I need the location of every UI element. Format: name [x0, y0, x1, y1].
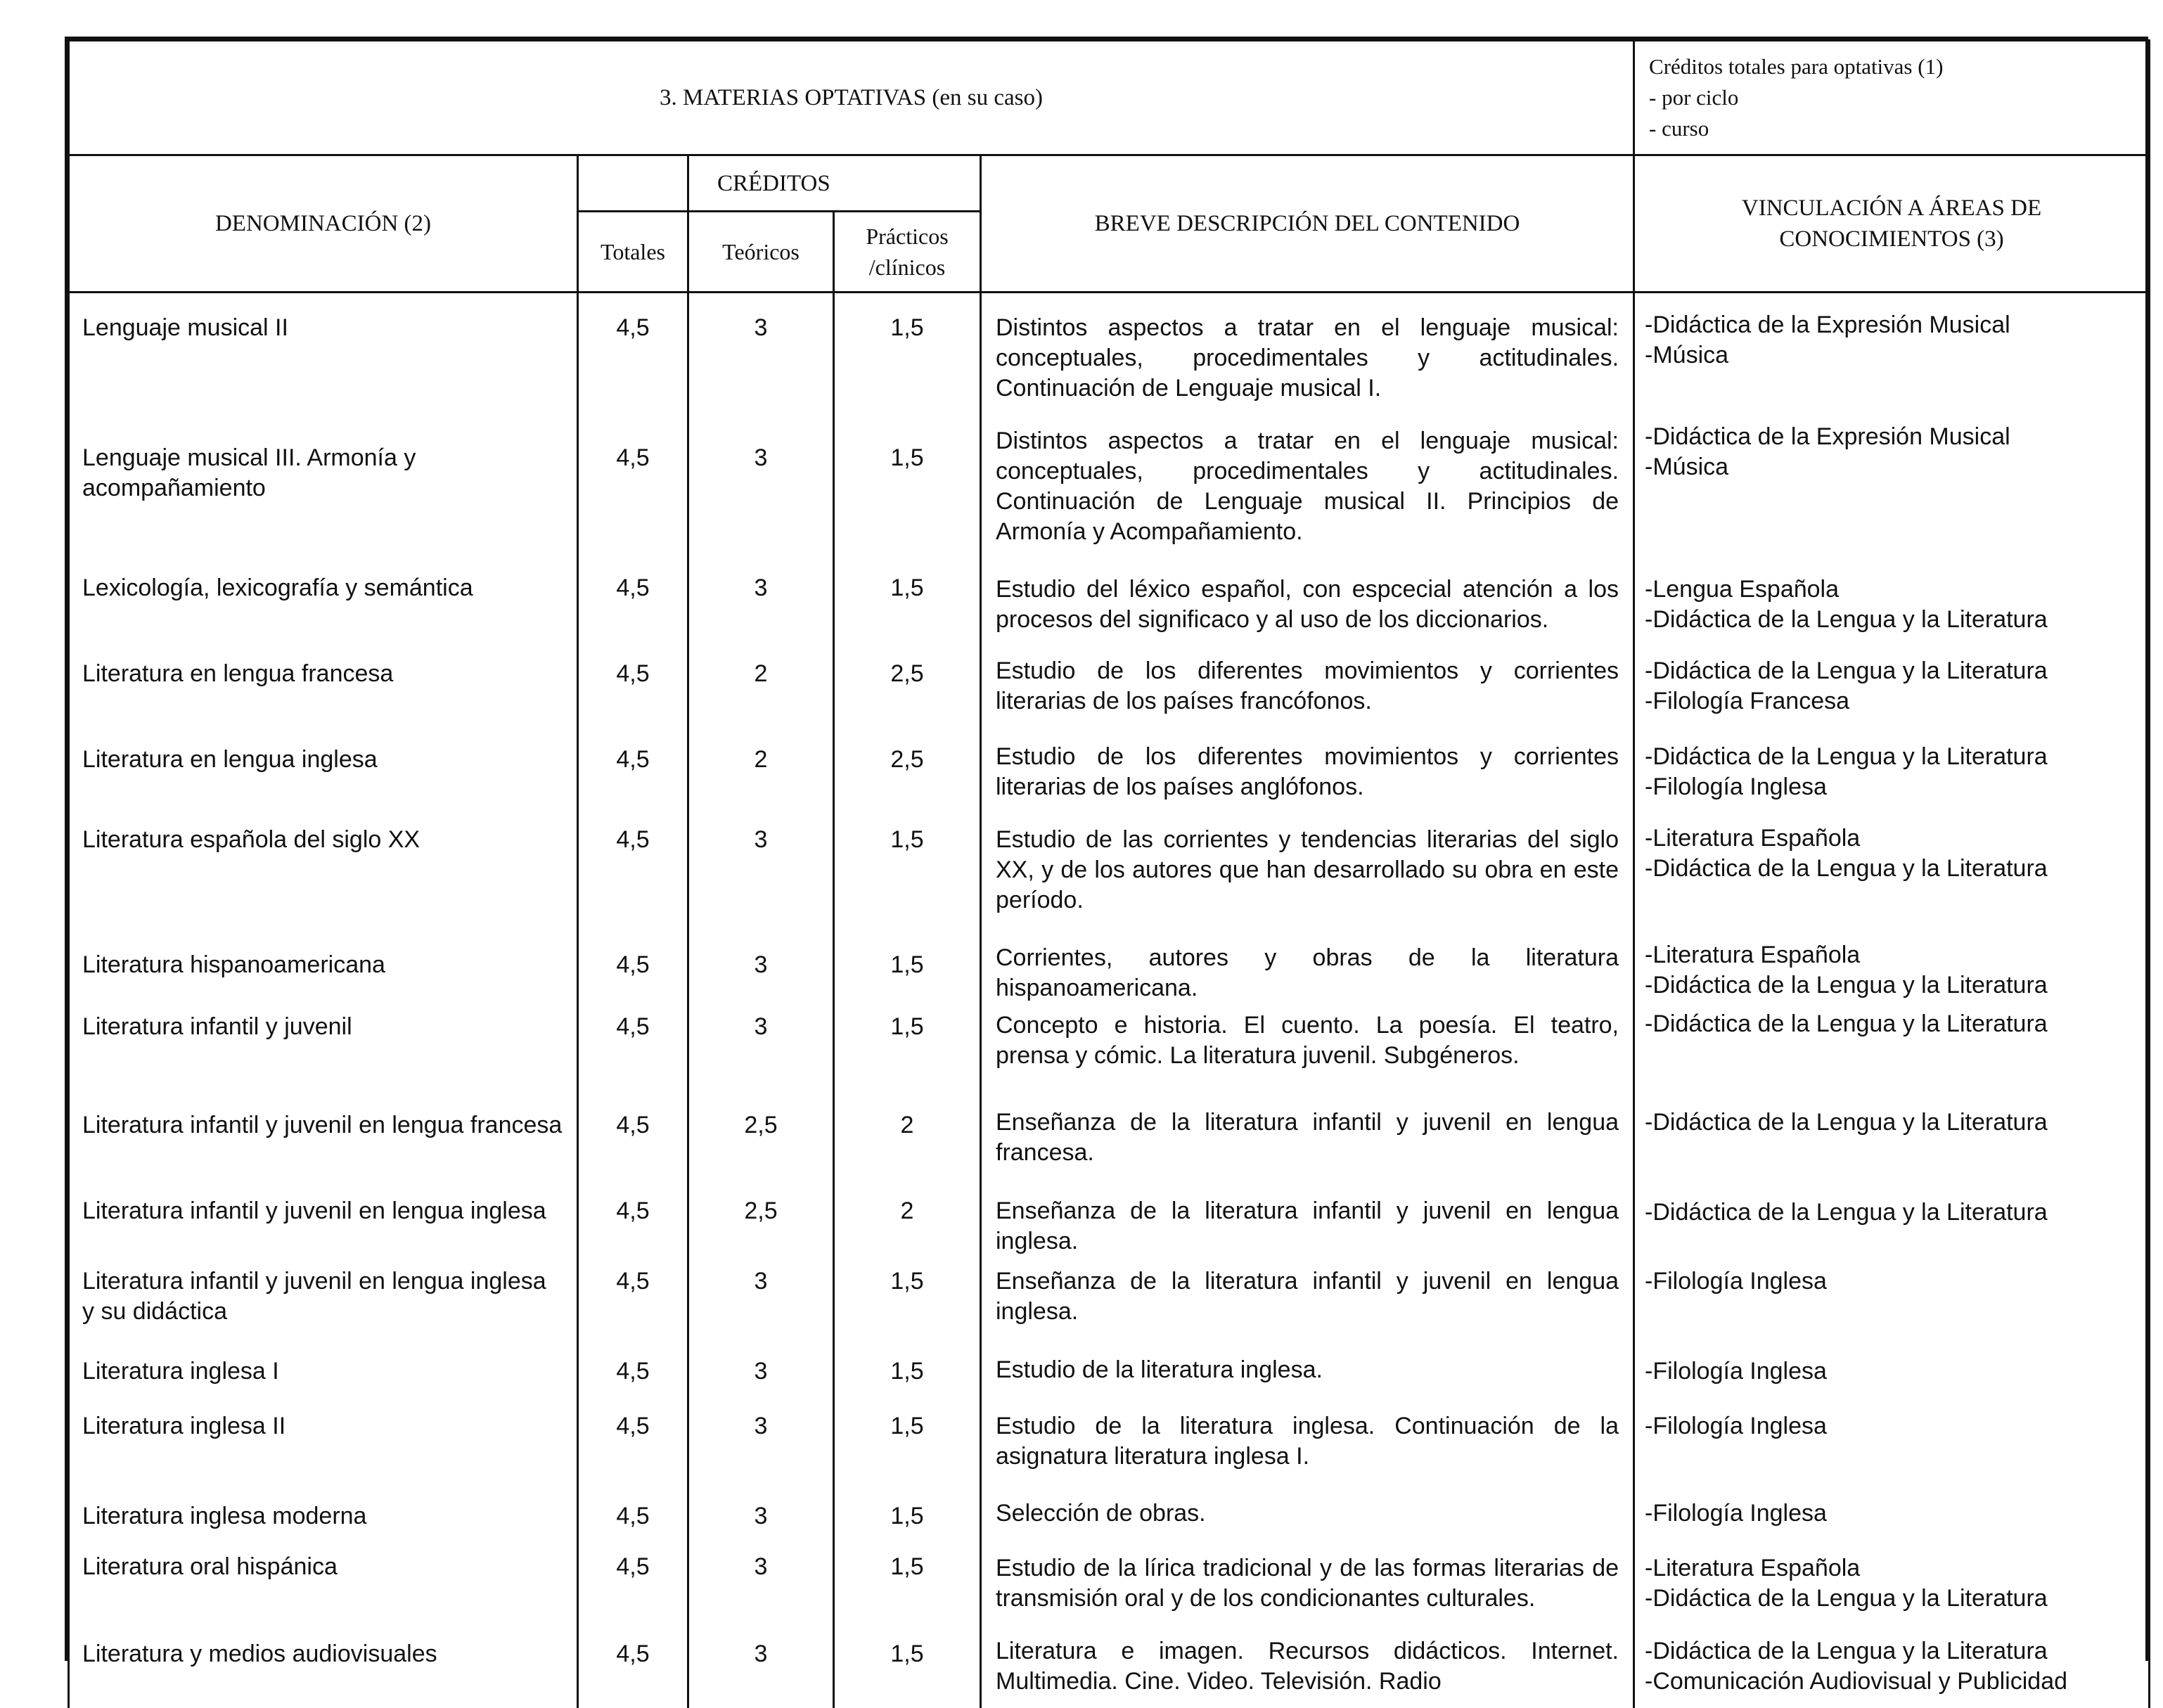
credits-theory: 3: [688, 1483, 834, 1538]
credits-practice: 1,5: [834, 1257, 981, 1342]
knowledge-area: -Música: [1645, 342, 1729, 368]
knowledge-areas: [1634, 1342, 2150, 1397]
credits-theory: 3: [688, 1624, 834, 1708]
content-description: Distintos aspectos a tratar en el lenguaje musical: conceptuales, procedimentales y actitudinales. Continuación de Lenguaje musical II. Principios de Armonía y Acompañamiento.: [981, 405, 1634, 549]
content-description: Estudio de la lírica tradicional y de las formas literarias de transmisión oral y de los condicionantes culturales.: [981, 1538, 1634, 1624]
subject-name: Literatura infantil y juvenil en lengua inglesa y su didáctica: [69, 1257, 578, 1342]
table-row: [69, 721, 2150, 807]
subject-name: Literatura inglesa II: [69, 1397, 578, 1483]
knowledge-areas: [1634, 721, 2150, 807]
credits-practice: 2,5: [834, 721, 981, 807]
content-description: Estudio de la literatura inglesa. Continuación de la asignatura literatura inglesa I.: [981, 1397, 1634, 1483]
subject-name: Literatura hispanoamericana: [69, 920, 578, 1003]
credits-box-line: - por ciclo: [1649, 85, 1739, 110]
credits-practice: 1,5: [834, 549, 981, 635]
table-row: [69, 1483, 2150, 1538]
content-description: Corrientes, autores y obras de la literatura hispanoamericana.: [981, 920, 1634, 1003]
knowledge-area: -Literatura Española: [1645, 941, 1861, 968]
credits-total: 4,5: [578, 1624, 688, 1708]
knowledge-area: -Didáctica de la Expresión Musical: [1645, 312, 2010, 338]
table-row: [69, 293, 2150, 405]
credits-practice: 1,5: [834, 293, 981, 405]
knowledge-area: -Didáctica de la Lengua y la Literatura: [1645, 854, 2048, 882]
credits-practice: 1,5: [834, 1538, 981, 1624]
credits-total: 4,5: [578, 807, 688, 920]
table-row: [69, 1624, 2150, 1708]
credits-theory: 3: [688, 293, 834, 405]
credits-theory: 3: [688, 1257, 834, 1342]
knowledge-areas: [1634, 1172, 2150, 1257]
credits-total: 4,5: [578, 293, 688, 405]
content-description: Enseñanza de la literatura infantil y juvenil en lengua inglesa.: [981, 1257, 1634, 1342]
header-practicos: [834, 212, 981, 293]
knowledge-area: -Filología Francesa: [1645, 687, 1850, 714]
subject-name: Literatura inglesa I: [69, 1342, 578, 1397]
content-description: Estudio de las corrientes y tendencias literarias del siglo XX, y de los autores que han desarrollado su obra en este período.: [981, 807, 1634, 920]
knowledge-area: -Filología Inglesa: [1645, 1412, 1827, 1439]
section-title: 3. MATERIAS OPTATIVAS (en su caso): [69, 41, 1634, 155]
credits-theory: 3: [688, 549, 834, 635]
header-totales: Totales: [578, 212, 688, 293]
credits-total: 4,5: [578, 405, 688, 549]
table-row: [69, 1088, 2150, 1172]
table-row: [69, 405, 2150, 549]
credits-practice: 1,5: [834, 1003, 981, 1088]
table-row: [69, 549, 2150, 635]
content-description: Concepto e historia. El cuento. La poesía. El teatro, prensa y cómic. La literatura juvenil. Subgéneros.: [981, 1003, 1634, 1088]
knowledge-areas: [1634, 1624, 2150, 1708]
subject-name: Literatura española del siglo XX: [69, 807, 578, 920]
knowledge-area: -Didáctica de la Lengua y la Literatura: [1645, 743, 2048, 770]
credits-practice: 2: [834, 1172, 981, 1257]
header-vinculacion: [1634, 155, 2150, 293]
content-description: Selección de obras.: [981, 1483, 1634, 1538]
subject-name: Literatura oral hispánica: [69, 1538, 578, 1624]
table-row: [69, 1172, 2150, 1257]
knowledge-area: -Filología Inglesa: [1645, 1267, 1827, 1295]
knowledge-areas: [1634, 293, 2150, 405]
knowledge-areas: [1634, 920, 2150, 1003]
knowledge-area: -Literatura Española: [1645, 1554, 1861, 1581]
knowledge-area: -Filología Inglesa: [1645, 1357, 1827, 1385]
subject-name: Literatura infantil y juvenil en lengua francesa: [69, 1088, 578, 1172]
knowledge-areas: [1634, 1088, 2150, 1172]
knowledge-area: -Didáctica de la Lengua y la Literatura: [1645, 1637, 2048, 1664]
credits-practice: 1,5: [834, 1624, 981, 1708]
content-description: Estudio de los diferentes movimientos y corrientes literarias de los países anglófonos.: [981, 721, 1634, 807]
table-row: [69, 920, 2150, 1003]
knowledge-areas: [1634, 635, 2150, 721]
knowledge-area: -Didáctica de la Lengua y la Literatura: [1645, 1010, 2048, 1037]
knowledge-area: -Didáctica de la Lengua y la Literatura: [1645, 1198, 2048, 1226]
subject-name: Literatura inglesa moderna: [69, 1483, 578, 1538]
knowledge-area: -Didáctica de la Lengua y la Literatura: [1645, 657, 2048, 684]
content-description: Estudio de los diferentes movimientos y corrientes literarias de los países francófonos.: [981, 635, 1634, 721]
knowledge-area: -Música: [1645, 453, 1729, 480]
header-vinculacion-line: CONOCIMIENTOS (3): [1779, 226, 2004, 252]
credits-total: 4,5: [578, 1397, 688, 1483]
knowledge-area: -Didáctica de la Lengua y la Literatura: [1645, 1584, 2048, 1612]
content-description: Estudio del léxico español, con espcecial atención a los procesos del significaco y al uso de los diccionarios.: [981, 549, 1634, 635]
optional-subjects-table: [68, 39, 2150, 1708]
credits-total: 4,5: [578, 1003, 688, 1088]
credits-box-line: Créditos totales para optativas (1): [1649, 54, 1944, 79]
credits-theory: 2,5: [688, 1088, 834, 1172]
knowledge-area: -Filología Inglesa: [1645, 1499, 1827, 1527]
credits-total: 4,5: [578, 920, 688, 1003]
credits-total: 4,5: [578, 549, 688, 635]
table-row: [69, 1342, 2150, 1397]
knowledge-area: -Filología Inglesa: [1645, 773, 1827, 800]
header-descripcion: BREVE DESCRIPCIÓN DEL CONTENIDO: [981, 155, 1634, 293]
credits-practice: 1,5: [834, 1397, 981, 1483]
credits-theory: 3: [688, 1342, 834, 1397]
optional-subjects-table-sheet: [65, 37, 2148, 1695]
credits-theory: 3: [688, 1538, 834, 1624]
knowledge-area: -Literatura Española: [1645, 824, 1861, 852]
table-row: [69, 635, 2150, 721]
header-vinculacion-line: VINCULACIÓN A ÁREAS DE: [1741, 195, 2042, 221]
table-row: [69, 807, 2150, 920]
header-blank-cell: [578, 155, 688, 212]
table-row: [69, 1257, 2150, 1342]
header-denominacion: DENOMINACIÓN (2): [69, 155, 578, 293]
knowledge-areas: [1634, 549, 2150, 635]
credits-theory: 3: [688, 1003, 834, 1088]
credits-theory: 3: [688, 807, 834, 920]
credits-practice: 1,5: [834, 1342, 981, 1397]
content-description: Enseñanza de la literatura infantil y juvenil en lengua inglesa.: [981, 1172, 1634, 1257]
credits-practice: 1,5: [834, 405, 981, 549]
table-body: [69, 293, 2150, 1708]
subject-name: Literatura y medios audiovisuales: [69, 1624, 578, 1708]
credits-box-line: - curso: [1649, 116, 1709, 141]
credits-theory: 2,5: [688, 1172, 834, 1257]
credits-total: 4,5: [578, 1257, 688, 1342]
credits-practice: 1,5: [834, 807, 981, 920]
subject-name: Literatura en lengua inglesa: [69, 721, 578, 807]
knowledge-areas: [1634, 1003, 2150, 1088]
credits-theory: 2: [688, 635, 834, 721]
credits-theory: 3: [688, 1397, 834, 1483]
credits-total: 4,5: [578, 1538, 688, 1624]
table-row: [69, 1538, 2150, 1624]
credits-total: 4,5: [578, 635, 688, 721]
subject-name: Literatura infantil y juvenil en lengua inglesa: [69, 1172, 578, 1257]
header-practicos-line: /clínicos: [868, 255, 946, 280]
credits-total: 4,5: [578, 1342, 688, 1397]
credits-theory: 3: [688, 920, 834, 1003]
knowledge-area: -Didáctica de la Lengua y la Literatura: [1645, 1108, 2048, 1136]
credits-practice: 2,5: [834, 635, 981, 721]
knowledge-area: -Didáctica de la Lengua y la Literatura: [1645, 605, 2048, 633]
knowledge-areas: [1634, 1483, 2150, 1538]
credits-total: 4,5: [578, 1088, 688, 1172]
credits-total: 4,5: [578, 1483, 688, 1538]
knowledge-areas: [1634, 1257, 2150, 1342]
credits-theory: 3: [688, 405, 834, 549]
knowledge-area: -Didáctica de la Lengua y la Literatura: [1645, 971, 2048, 999]
knowledge-areas: [1634, 1397, 2150, 1483]
credits-practice: 1,5: [834, 920, 981, 1003]
credits-practice: 1,5: [834, 1483, 981, 1538]
credits-theory: 2: [688, 721, 834, 807]
table-row: [69, 1397, 2150, 1483]
knowledge-areas: [1634, 807, 2150, 920]
subject-name: Literatura en lengua francesa: [69, 635, 578, 721]
credits-total: 4,5: [578, 1172, 688, 1257]
header-teoricos: Teóricos: [688, 212, 834, 293]
knowledge-area: -Didáctica de la Expresión Musical: [1645, 423, 2010, 450]
subject-name: Literatura infantil y juvenil: [69, 1003, 578, 1088]
knowledge-area: -Comunicación Audiovisual y Publicidad: [1645, 1667, 2068, 1695]
knowledge-area: -Lengua Española: [1645, 575, 1840, 603]
subject-name: Lenguaje musical III. Armonía y acompañamiento: [69, 405, 578, 549]
knowledge-areas: [1634, 1538, 2150, 1624]
subject-name: Lenguaje musical II: [69, 293, 578, 405]
optional-credits-box: [1634, 41, 2150, 155]
content-description: Distintos aspectos a tratar en el lenguaje musical: conceptuales, procedimentales y actitudinales. Continuación de Lenguaje musical I.: [981, 293, 1634, 405]
knowledge-areas: [1634, 405, 2150, 549]
header-creditos: CRÉDITOS: [688, 155, 981, 212]
content-description: Estudio de la literatura inglesa.: [981, 1342, 1634, 1397]
table-row: [69, 1003, 2150, 1088]
credits-practice: 2: [834, 1088, 981, 1172]
credits-total: 4,5: [578, 721, 688, 807]
subject-name: Lexicología, lexicografía y semántica: [69, 549, 578, 635]
content-description: Enseñanza de la literatura infantil y juvenil en lengua francesa.: [981, 1088, 1634, 1172]
header-practicos-line: Prácticos: [866, 224, 949, 249]
content-description: Literatura e imagen. Recursos didácticos. Internet. Multimedia. Cine. Video. Televisión. Radio: [981, 1624, 1634, 1708]
